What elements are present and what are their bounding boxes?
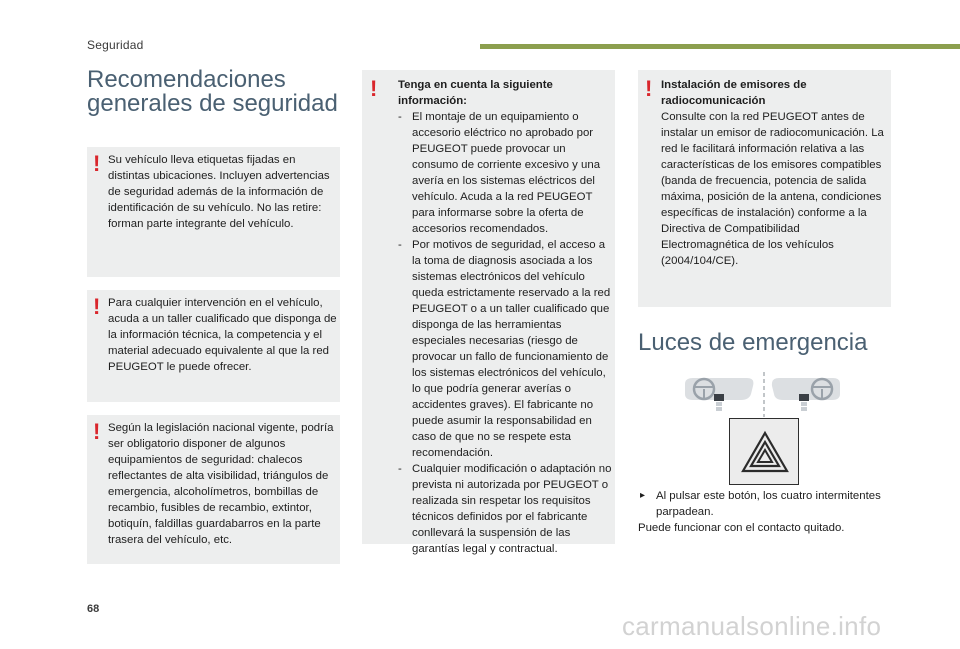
- warning-icon: !: [645, 76, 653, 101]
- warning-box-legislation: [87, 415, 340, 564]
- warning-text: Según la legislación nacional vigente, podría ser obligatorio disponer de algunos equipamientos de seguridad: chalecos reflectantes de alta visibilidad, triángulos de emergencia, alcoholímetros, bombillas de recambio, fusibles de recambio, extintor, botiquín, faldillas guardabarros en la parte trasera del vehículo, etc.: [108, 422, 334, 546]
- warning-icon: !: [93, 419, 101, 444]
- header-accent-bar: [480, 44, 960, 49]
- warning-icon: !: [93, 294, 101, 319]
- hazard-warning-button[interactable]: [729, 418, 799, 485]
- warning-box-labels: [87, 147, 340, 277]
- steering-wheel-icon: [685, 378, 753, 411]
- page-title-line-1: Recomendaciones: [87, 66, 286, 93]
- page-title-line-2: generales de seguridad: [87, 90, 338, 117]
- warning-text: Para cualquier intervención en el vehículo, acuda a un taller cualificado que disponga de la información técnica, la competencia y el material adecuado equivalente al que la red PEUGEOT le puede ofrecer.: [108, 297, 337, 373]
- list-item: - Cualquier modificación o adaptación no prevista ni autorizada por PEUGEOT o realizada sin respetar los requisitos técnicos definidos por el fabricante conllevará la suspensión de las garantías legal y contractual.: [398, 461, 613, 557]
- instruction-step-text: Al pulsar este botón, los cuatro intermitentes parpadean.: [656, 490, 881, 518]
- instruction-note: Puede funcionar con el contacto quitado.: [638, 522, 845, 534]
- warning-text: Su vehículo lleva etiquetas fijadas en distintas ubicaciones. Incluyen advertencias de seguridad además de la información de identificación de su vehículo. No las retire: forman parte integrante del vehículo.: [108, 154, 330, 230]
- warning-text: Consulte con la red PEUGEOT antes de instalar un emisor de radiocomunicación. La red le facilitará información relativa a las características de los emisores compatibles (banda de frecuencia, potencia de salida máxima, posición de la antena, condiciones específicas de instalación) conforme a la Directiva de Compatibilidad Electromagnética de los vehículos (2004/104/CE).: [661, 111, 884, 267]
- list-item: - El montaje de un equipamiento o accesorio eléctrico no aprobado por PEUGEOT puede provocar un consumo de corriente excesivo y una avería en los sistemas eléctricos del vehículo. Acuda a la red PEUGEOT para informarse sobre la oferta de accesorios recomendados.: [398, 109, 613, 237]
- emergency-lights-title: Luces de emergencia: [638, 329, 868, 356]
- page-number: 68: [87, 603, 100, 615]
- list-item: - Por motivos de seguridad, el acceso a la toma de diagnosis asociada a los sistemas electrónicos del vehículo queda estrictamente reservado a la red PEUGEOT o a un taller cualificado que disponga de las herramientas especiales necesarias (riesgo de provocar un fallo de funcionamiento de los sistemas electrónicos del vehículo, lo que podría generar averías o accidentes graves). El fabricante no puede asumir la responsabilidad en caso de que no se respete esta recomendación.: [398, 237, 613, 461]
- watermark: carmanualsonline.info: [622, 611, 882, 641]
- instruction-step: [638, 488, 898, 520]
- warning-box-accessories: [362, 70, 615, 555]
- dashboard-illustration: [685, 372, 840, 417]
- hazard-triangle-icon: [730, 419, 800, 486]
- warning-title: Instalación de emisores de radiocomunicación: [661, 79, 807, 107]
- emergency-instructions: [638, 488, 898, 536]
- warning-title: Tenga en cuenta la siguiente información:: [398, 79, 553, 107]
- warning-box-workshop: [87, 290, 340, 402]
- steering-wheel-icon: [772, 378, 840, 411]
- section-label: Seguridad: [87, 38, 144, 52]
- warning-box-radio: [638, 70, 891, 307]
- warning-icon: !: [93, 151, 101, 176]
- step-marker-icon: ▸: [640, 490, 646, 501]
- page-title: [87, 68, 357, 116]
- warning-icon: !: [370, 76, 378, 101]
- warning-list: [398, 109, 613, 557]
